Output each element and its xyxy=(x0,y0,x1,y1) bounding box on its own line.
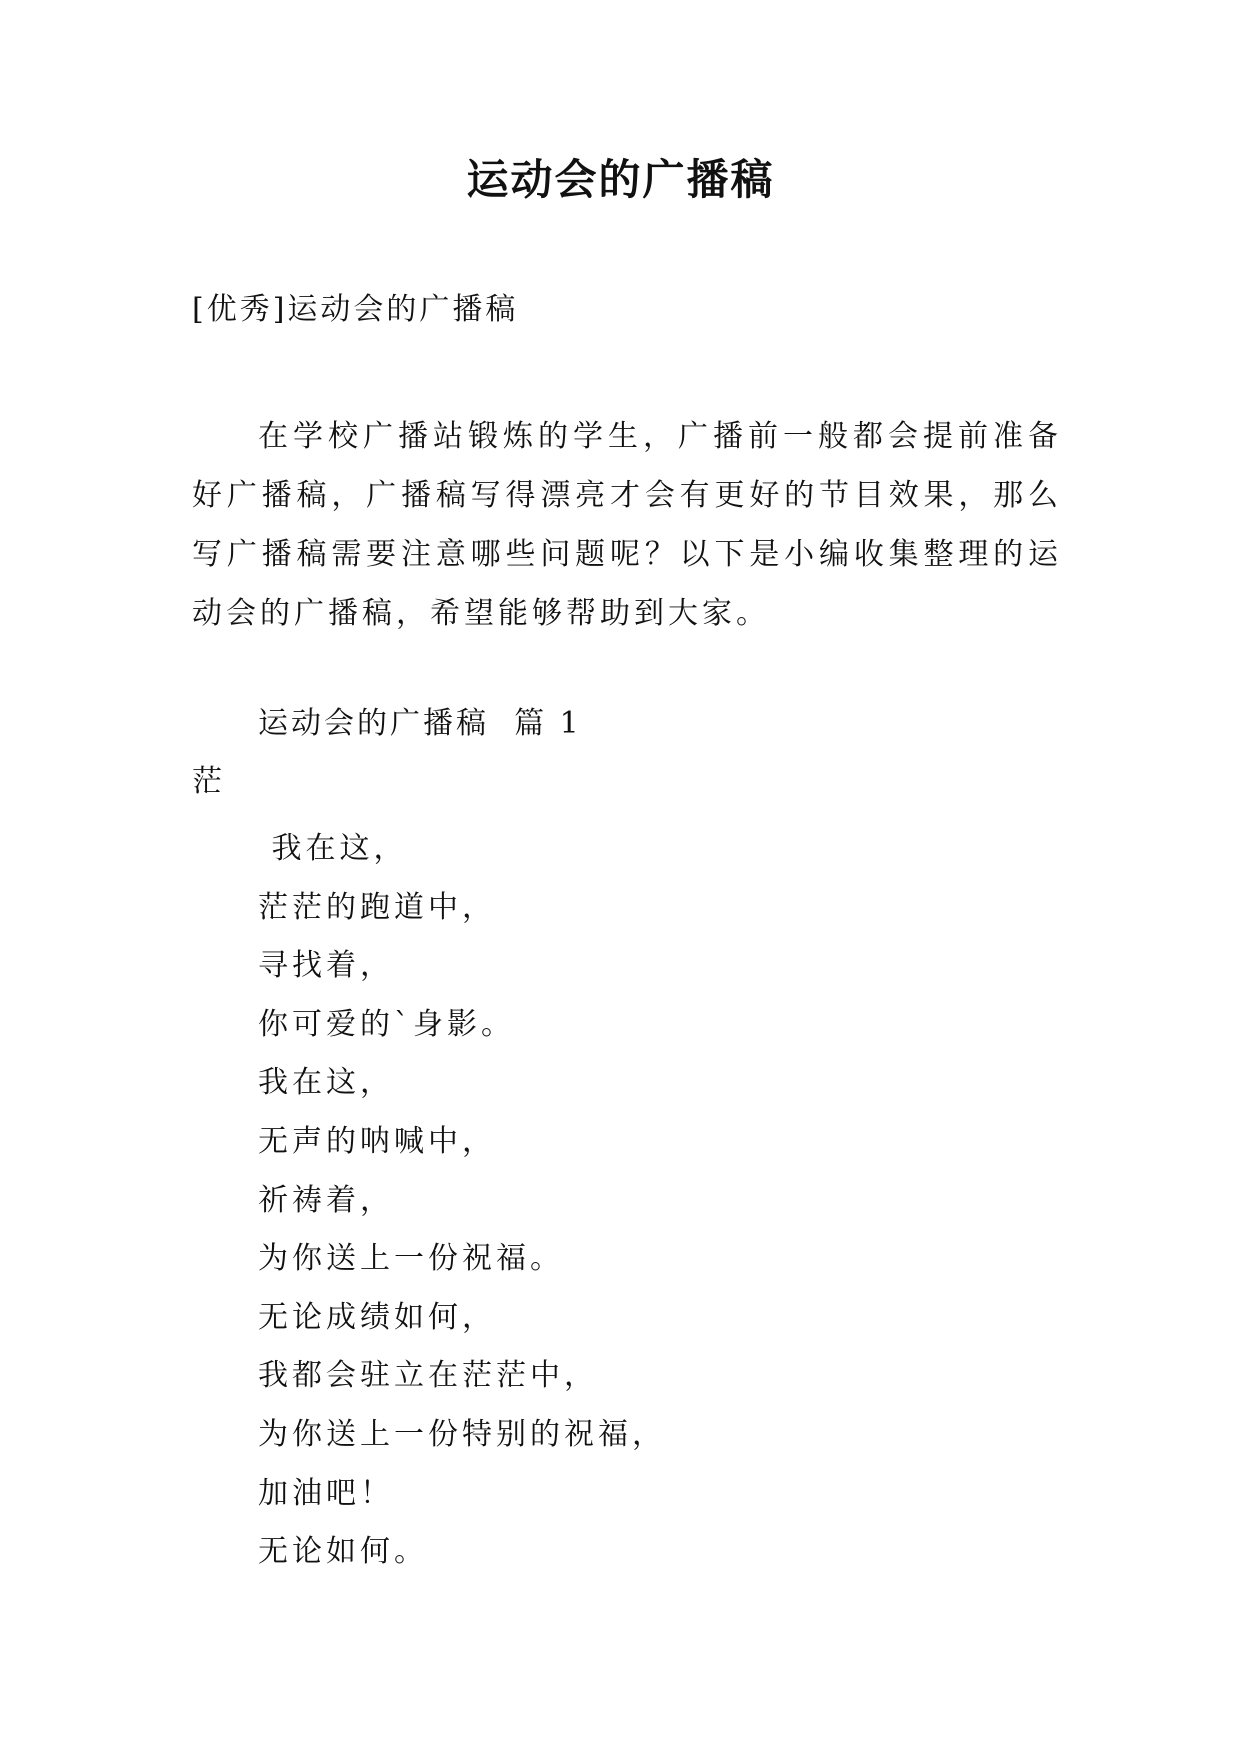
poem-line: 我都会驻立在茫茫中， xyxy=(258,1358,598,1394)
poem-line: 为你送上一份祝福。 xyxy=(258,1241,564,1277)
intro-paragraph: 在学校广播站锻炼的学生，广播前一般都会提前准备好广播稿，广播稿写得漂亮才会有更好的节目效果，那么写广播稿需要注意哪些问题呢？以下是小编收集整理的运动会的广播稿，希望能够帮助到大家。 xyxy=(192,419,1062,631)
document-title: 运动会的广播稿 xyxy=(466,155,775,204)
poem-line: 祈祷着， xyxy=(258,1182,394,1218)
poem-line: 无论成绩如何， xyxy=(258,1299,496,1335)
poem-line: 为你送上一份特别的祝福， xyxy=(258,1416,666,1452)
poem-line: 无论如何。 xyxy=(258,1534,428,1570)
poem-line: 我在这， xyxy=(258,1065,394,1101)
poem-line: 加油吧！ xyxy=(258,1475,394,1511)
poem xyxy=(258,820,666,1582)
poem-line: 寻找着， xyxy=(258,948,394,984)
section-heading: 运动会的广播稿 篇 1 xyxy=(258,706,582,741)
poem-line: 无声的呐喊中， xyxy=(258,1123,496,1159)
poem-line: 茫茫的跑道中， xyxy=(258,889,496,925)
document-subtitle: [优秀]运动会的广播稿 xyxy=(192,292,519,327)
stray-character: 茫 xyxy=(192,764,222,799)
poem-line: 我在这， xyxy=(258,831,408,866)
poem-line: 你可爱的`身影。 xyxy=(258,1006,515,1042)
